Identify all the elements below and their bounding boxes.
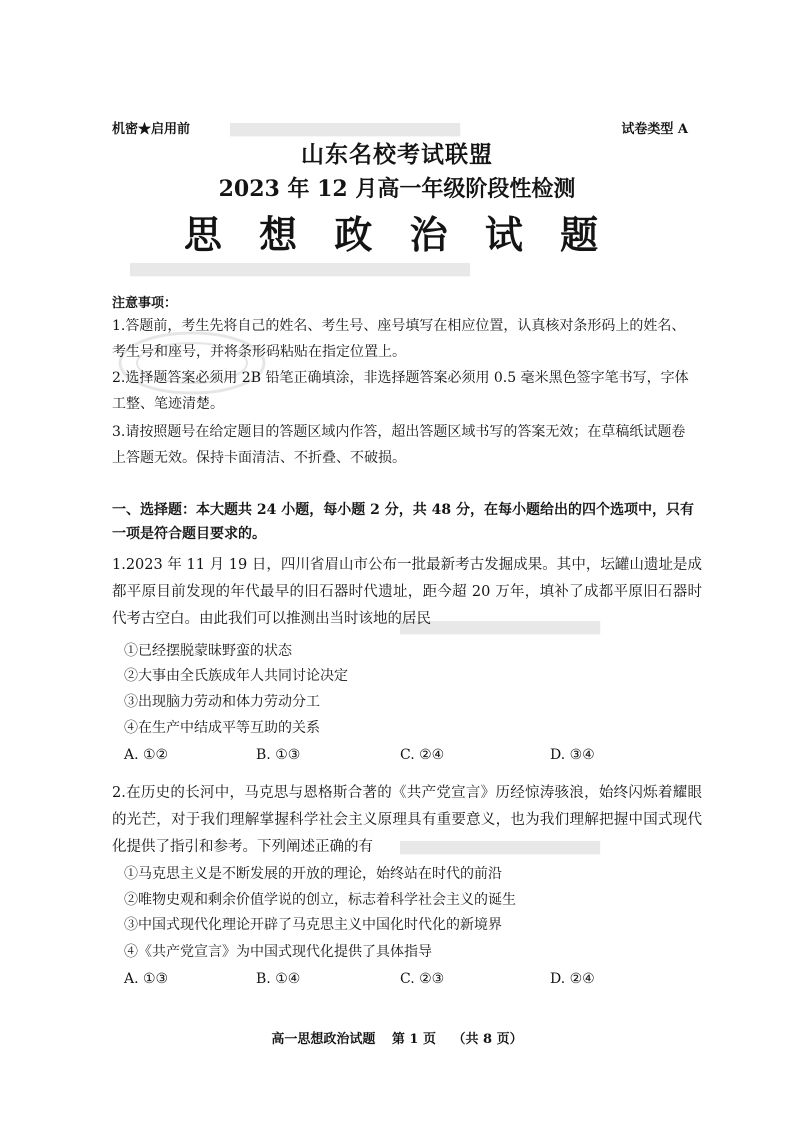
notes-heading: 注意事项： — [112, 296, 178, 311]
question-1-option-a: A. ①② — [124, 747, 169, 763]
question-2-statement-4: ④《共产党宣言》为中国式现代化提供了具体指导 — [124, 944, 432, 960]
exam-title: 2023 年 12 月高一年级阶段性检测 — [218, 176, 576, 202]
confidential-label: 机密★启用前 — [112, 122, 191, 137]
question-1-statement-2: ②大事由全氏族成年人共同讨论决定 — [124, 668, 348, 684]
bleed-through-text: ▇▇▇▇▇▇▇▇▇▇▇▇▇▇▇▇▇▇▇▇▇▇▇▇▇▇▇▇▇▇▇▇▇▇ — [130, 262, 470, 277]
question-1-statement-4: ④在生产中结成平等互助的关系 — [124, 720, 320, 736]
question-2-option-a: A. ①③ — [124, 971, 169, 987]
footer-total-pages: （共 8 页） — [452, 1032, 523, 1047]
question-2-option-d: D. ②④ — [550, 971, 595, 987]
question-2-statement-3: ③中国式现代化理论开辟了马克思主义中国化时代化的新境界 — [124, 917, 502, 933]
note-item-2: 2.选择题答案必须用 2B 铅笔正确填涂，非选择题答案必须用 0.5 毫米黑色签字笔书写，字体工整、笔迹清楚。 — [112, 370, 689, 412]
question-2-statement-2: ②唯物史观和剩余价值学说的创立，标志着科学社会主义的诞生 — [124, 892, 516, 908]
footer-page-number: 第 1 页 — [391, 1032, 436, 1047]
page-footer — [0, 1028, 794, 1047]
bleed-through-text: ▇▇▇▇▇▇▇▇▇▇▇▇▇▇▇▇▇▇▇▇ — [400, 840, 600, 855]
footer-subject: 高一思想政治试题 — [271, 1032, 376, 1047]
subject-title: 思 想 政 治 试 题 — [183, 212, 611, 257]
question-1-statement-3: ③出现脑力劳动和体力劳动分工 — [124, 694, 320, 710]
bleed-through-text: ▇▇▇▇▇▇▇▇▇▇▇▇▇▇▇▇▇▇▇▇ — [400, 620, 600, 635]
question-2-stem: 2.在历史的长河中，马克思与恩格斯合著的《共产党宣言》历经惊涛骇浪，始终闪烁着耀眼的光芒，对于我们理解掌握科学社会主义原理具有重要意义，也为我们理解把握中国式现代化提供了指引和参考。下列阐述正确的有 — [112, 785, 702, 855]
alliance-title: 山东名校考试联盟 — [301, 141, 493, 168]
paper-type-label: 试卷类型 A — [621, 122, 688, 137]
note-item-1: 1.答题前，考生先将自己的姓名、考生号、座号填写在相应位置，认真核对条形码上的姓名、考生号和座号，并将条形码粘贴在指定位置上。 — [112, 318, 686, 360]
question-1-option-b: B. ①③ — [256, 747, 301, 763]
bleed-through-text: ▇▇▇▇▇▇▇▇▇▇▇▇▇▇▇▇▇▇▇▇▇▇▇ — [230, 122, 460, 137]
question-2-statement-1: ①马克思主义是不断发展的开放的理论，始终站在时代的前沿 — [124, 866, 502, 882]
question-1-option-d: D. ③④ — [550, 747, 595, 763]
question-1-stem: 1.2023 年 11 月 19 日，四川省眉山市公布一批最新考古发掘成果。其中，坛罐山遗址是成都平原目前发现的年代最早的旧石器时代遗址，距今超 20 万年，填补了成都平原旧石器时代考古空白。由此我们可以推测出当时该地的居民 — [112, 557, 702, 627]
question-1-statement-1: ①已经摆脱蒙昧野蛮的状态 — [124, 643, 292, 659]
question-2-option-b: B. ①④ — [256, 971, 301, 987]
section-heading: 一、选择题：本大题共 24 小题，每小题 2 分，共 48 分，在每小题给出的四个选项中，只有一项是符合题目要求的。 — [112, 502, 694, 542]
question-2-option-c: C. ②③ — [400, 971, 445, 987]
note-item-3: 3.请按照题号在给定题目的答题区域内作答，超出答题区域书写的答案无效；在草稿纸试题卷上答题无效。保持卡面清洁、不折叠、不破损。 — [112, 424, 686, 466]
question-1-option-c: C. ②④ — [400, 747, 445, 763]
